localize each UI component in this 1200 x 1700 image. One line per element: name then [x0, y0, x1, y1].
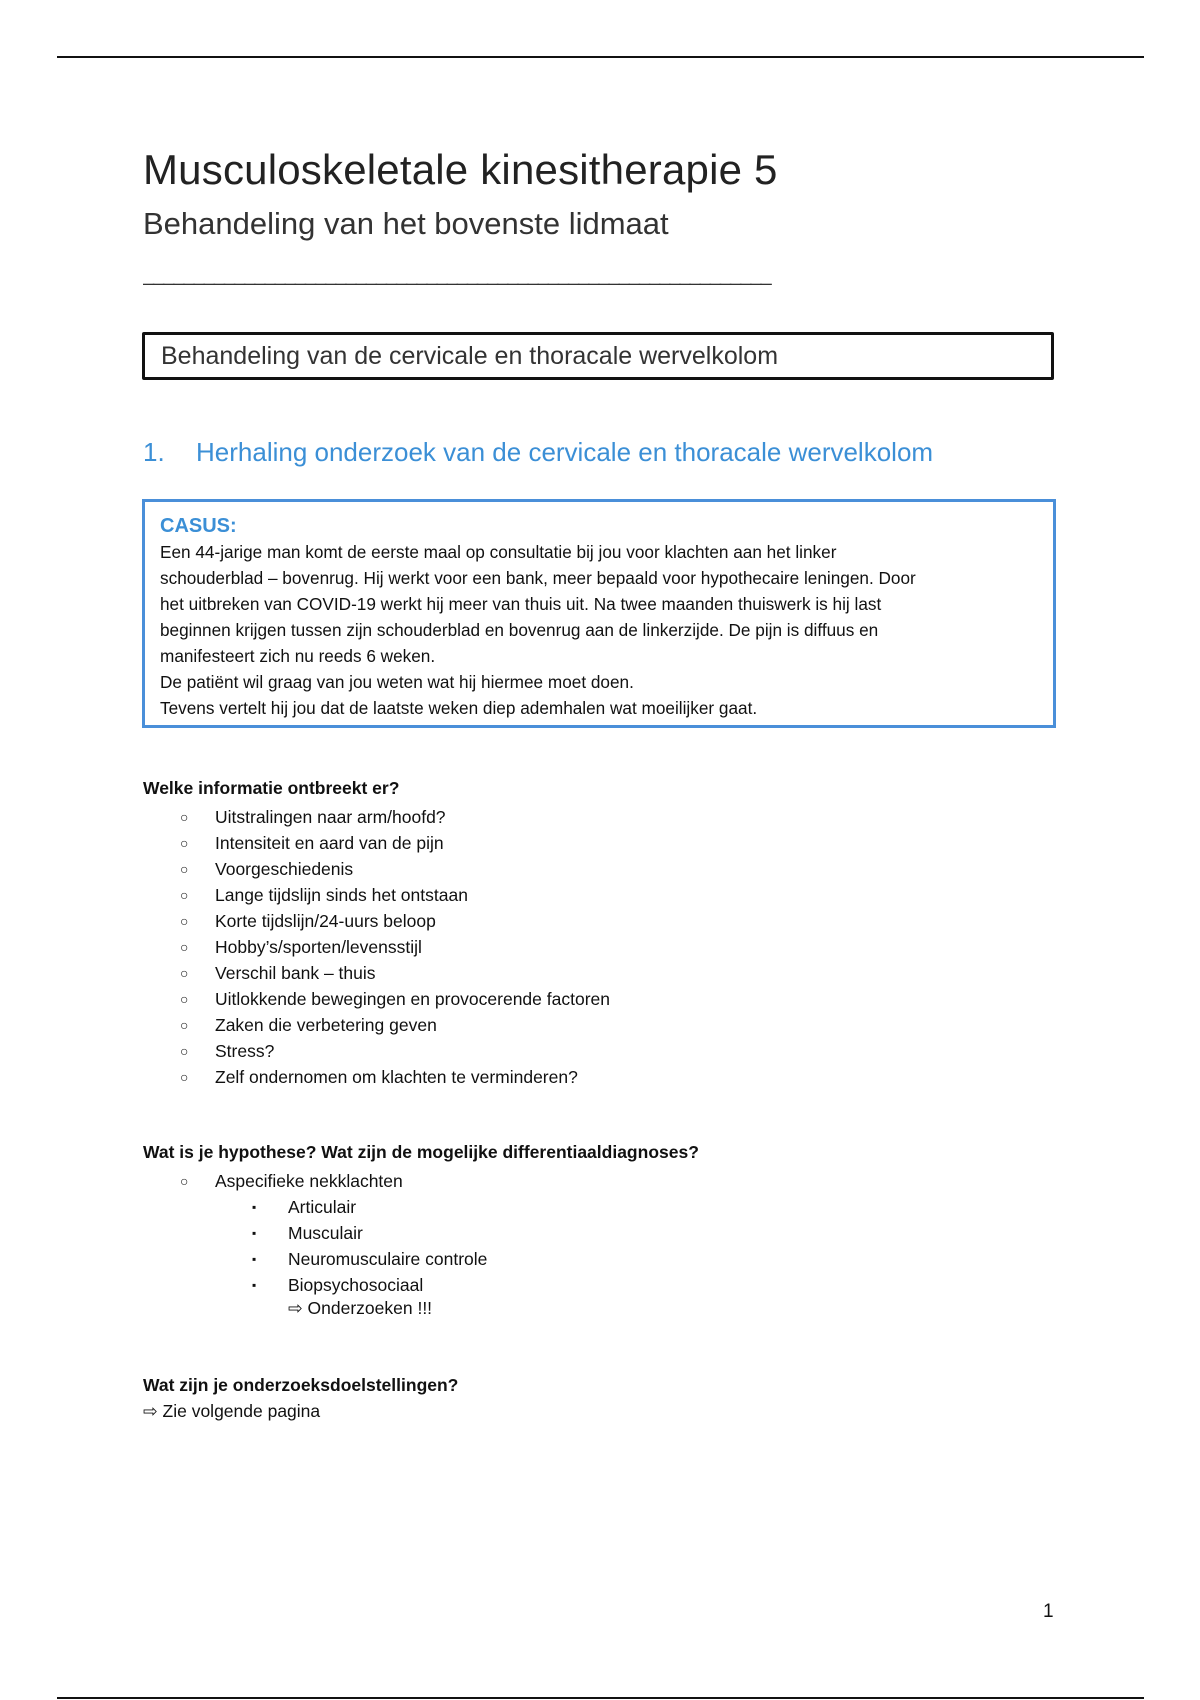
- page-top-rule: [57, 56, 1144, 58]
- casus-line: beginnen krijgen tussen zijn schouderblad en bovenrug aan de linkerzijde. De pijn is diffuus en: [160, 620, 879, 640]
- section-box-label: Behandeling van de cervicale en thoracale wervelkolom: [161, 341, 779, 370]
- circle-bullet-icon: ○: [180, 1173, 189, 1189]
- square-bullet-icon: ▪: [252, 1200, 257, 1214]
- square-bullet-icon: ▪: [252, 1278, 257, 1292]
- casus-line: manifesteert zich nu reeds 6 weken.: [160, 646, 436, 666]
- casus-line: Een 44-jarige man komt de eerste maal op consultatie bij jou voor klachten aan het linker: [160, 542, 837, 562]
- question-hypothesis: Wat is je hypothese? Wat zijn de mogelijke differentiaaldiagnoses?: [143, 1142, 699, 1162]
- question-missing-info: Welke informatie ontbreekt er?: [143, 778, 400, 798]
- casus-label: CASUS:: [160, 515, 237, 537]
- square-bullet-icon: ▪: [252, 1226, 257, 1240]
- hypothesis-conclusion: ⇨ Onderzoeken !!!: [288, 1298, 433, 1318]
- casus-text: [160, 539, 1038, 721]
- section-heading: [143, 437, 933, 468]
- goals-answer: ⇨ Zie volgende pagina: [143, 1401, 321, 1421]
- document-title: Musculoskeletale kinesitherapie 5: [143, 146, 778, 193]
- circle-bullet-icon: ○: [180, 965, 189, 981]
- document-subtitle: Behandeling van het bovenste lidmaat: [143, 206, 669, 241]
- circle-bullet-icon: ○: [180, 835, 189, 851]
- title-underline: ______________________________________________________________: [143, 264, 771, 286]
- circle-bullet-icon: ○: [180, 991, 189, 1007]
- circle-bullet-icon: ○: [180, 1017, 189, 1033]
- section-heading-number: 1.: [143, 437, 165, 467]
- circle-bullet-icon: ○: [180, 1069, 189, 1085]
- casus-line: De patiënt wil graag van jou weten wat hij hiermee moet doen.: [160, 672, 634, 692]
- page-number: 1: [1043, 1601, 1054, 1622]
- circle-bullet-icon: ○: [180, 1043, 189, 1059]
- circle-bullet-icon: ○: [180, 861, 189, 877]
- page-bottom-rule: [57, 1697, 1144, 1699]
- casus-line: het uitbreken van COVID-19 werkt hij meer van thuis uit. Na twee maanden thuiswerk is hij last: [160, 594, 882, 614]
- casus-line: schouderblad – bovenrug. Hij werkt voor een bank, meer bepaald voor hypothecaire leningen. Door: [160, 568, 916, 588]
- casus-line: Tevens vertelt hij jou dat de laatste weken diep ademhalen wat moeilijker gaat.: [160, 698, 758, 718]
- circle-bullet-icon: ○: [180, 887, 189, 903]
- square-bullet-icon: ▪: [252, 1252, 257, 1266]
- circle-bullet-icon: ○: [180, 939, 189, 955]
- section-box: [142, 332, 1054, 380]
- question-goals: Wat zijn je onderzoeksdoelstellingen?: [143, 1375, 459, 1395]
- circle-bullet-icon: ○: [180, 913, 189, 929]
- circle-bullet-icon: ○: [180, 809, 189, 825]
- casus-box: [142, 499, 1056, 728]
- section-heading-text: Herhaling onderzoek van de cervicale en thoracale wervelkolom: [196, 437, 934, 467]
